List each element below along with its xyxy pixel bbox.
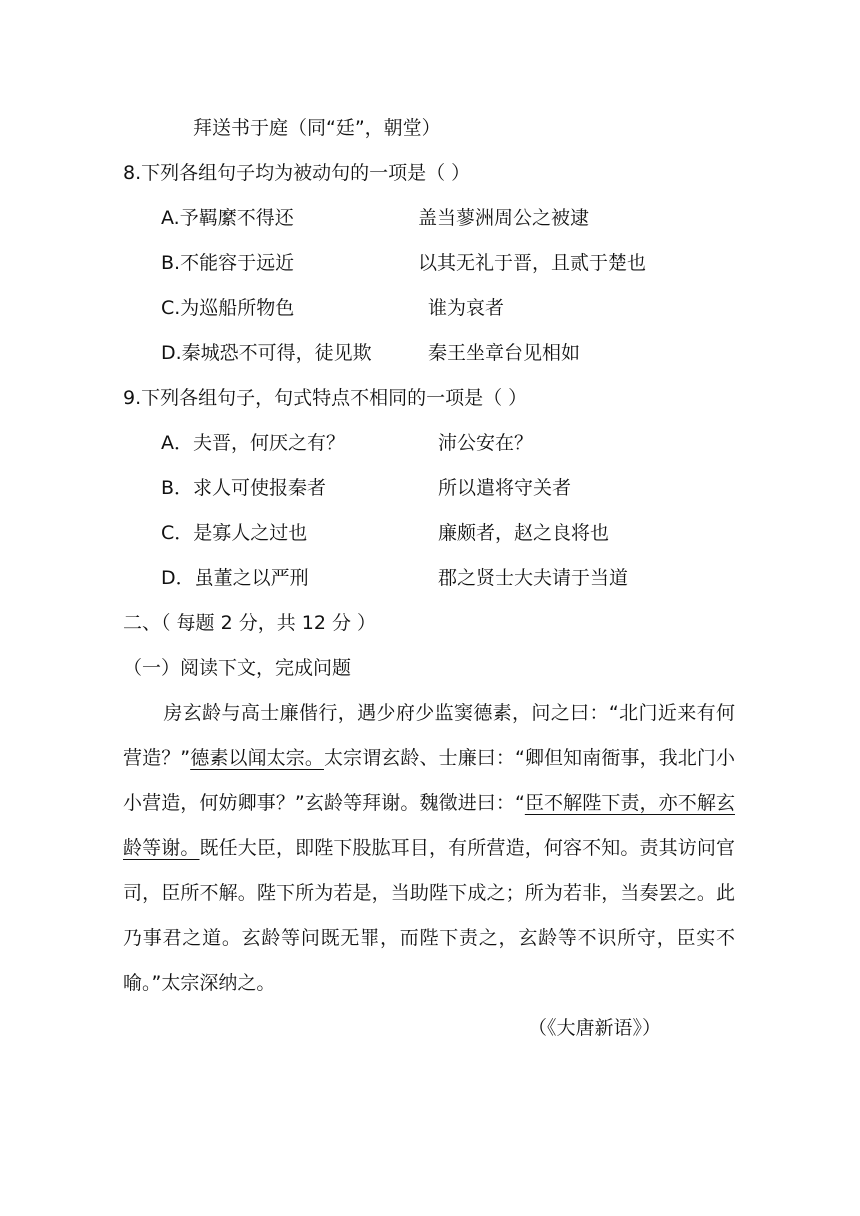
q8-option-d-pair: 秦王坐章台见相如 xyxy=(428,342,581,364)
q9-option-c-pair: 廉颇者，赵之良将也 xyxy=(438,522,610,544)
section-2-heading: 二、（ 每题 2 分，共 12 分 ） xyxy=(123,612,377,634)
reading-passage xyxy=(123,691,735,1006)
q9-option-d-pair: 郡之贤士大夫请于当道 xyxy=(438,567,629,589)
passage-source: （《大唐新语》） xyxy=(528,1017,662,1039)
q9-option-a: A．夫晋，何厌之有？ xyxy=(161,432,345,454)
passage-part-2: 太宗谓玄龄、士廉曰：“卿但知南衙事，我北门小小营造，何妨卿事？”玄龄等拜谢。魏徵进曰：“ xyxy=(123,747,735,814)
section-2-subheading: （一）阅读下文，完成问题 xyxy=(123,657,352,679)
q9-option-d: D．虽董之以严刑 xyxy=(161,567,309,589)
underlined-sentence-2: 臣不解陛下责，亦不解玄龄等谢。 xyxy=(123,792,735,859)
q9-option-b: B．求人可使报秦者 xyxy=(161,477,327,499)
underlined-sentence-1: 德素以闻太宗。 xyxy=(190,747,324,769)
question-8-stem: 8.下列各组句子均为被动句的一项是（ ） xyxy=(123,162,471,184)
q9-option-c: C．是寡人之过也 xyxy=(161,522,308,544)
q8-option-a-pair: 盖当蓼洲周公之被逮 xyxy=(418,207,590,229)
q8-option-b-pair: 以其无礼于晋，且贰于楚也 xyxy=(418,252,647,274)
q8-option-b: B.不能容于远近 xyxy=(161,252,295,274)
q8-option-a: A.予羁縻不得还 xyxy=(161,207,294,229)
q8-option-c-pair: 谁为哀者 xyxy=(428,297,505,319)
q9-option-b-pair: 所以遣将守关者 xyxy=(438,477,572,499)
q9-option-a-pair: 沛公安在？ xyxy=(438,432,534,454)
question-9-stem: 9.下列各组句子，句式特点不相同的一项是（ ） xyxy=(123,387,528,409)
continuation-line: 拜送书于庭（同“廷”，朝堂） xyxy=(193,117,441,139)
passage-part-1: 房玄龄与高士廉偕行，遇少府少监窦德素，问之曰：“北门近来有何营造？” xyxy=(123,702,735,769)
q8-option-c: C.为巡船所物色 xyxy=(161,297,295,319)
q8-option-d: D.秦城恐不可得，徒见欺 xyxy=(161,342,372,364)
passage-part-3: 既任大臣，即陛下股肱耳目，有所营造，何容不知。责其访问官司，臣所不解。陛下所为若是，当助陛下成之；所为若非，当奏罢之。此乃事君之道。玄龄等问既无罪，而陛下责之，玄龄等不识所守，臣实不喻。”太宗深纳之。 xyxy=(123,837,735,994)
